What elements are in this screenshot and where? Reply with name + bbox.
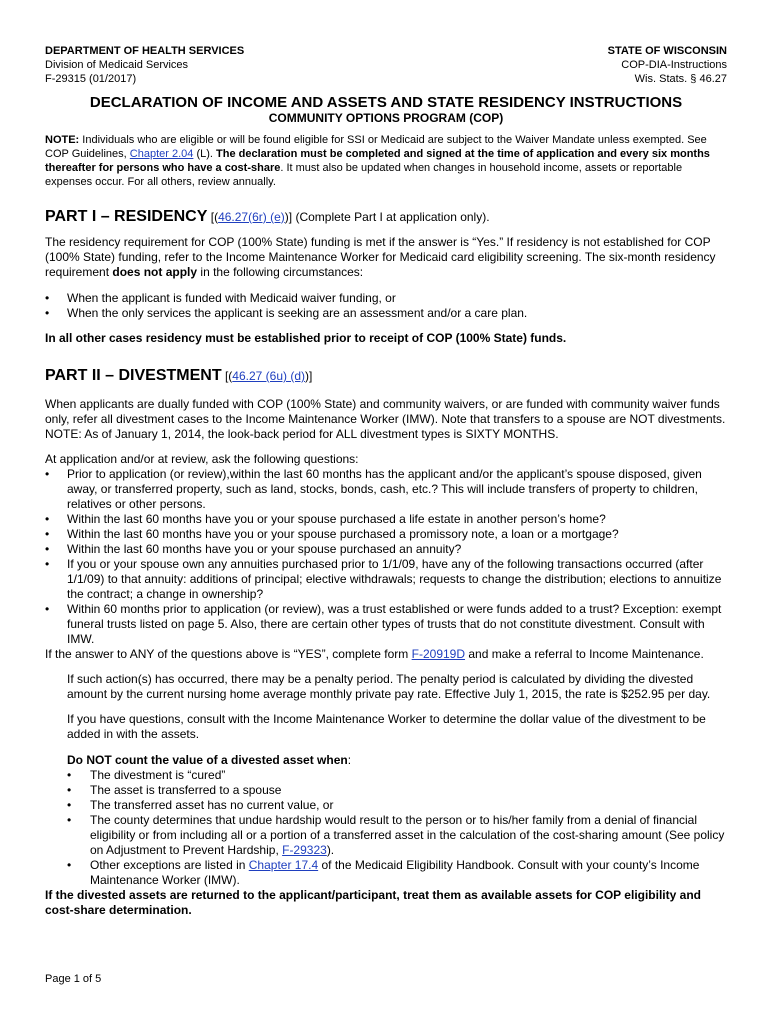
note-label: NOTE:	[45, 134, 80, 146]
other-exceptions-text: Other exceptions are listed in	[90, 858, 249, 872]
note-bold-text: The declaration must be completed and signed at the time of application and every six months thereafter for persons who have a cost-share	[45, 148, 710, 174]
residency-exceptions-list	[45, 291, 727, 321]
document-page	[45, 44, 727, 918]
list-item: • Prior to application (or review),within the last 60 months has the applicant and/or the applicant’s spouse disposed, given away, or transferred property, such as land, stocks, bonds, cash, etc.? This will include transfers of property to children, relatives or other persons.	[45, 467, 727, 512]
part2-heading-text: PART II – DIVESTMENT	[45, 367, 222, 384]
list-item: • The divestment is “cured”	[67, 768, 727, 783]
list-item: • When the applicant is funded with Medicaid waiver funding, or	[45, 291, 727, 306]
residency-text: in the following circumstances:	[197, 265, 364, 279]
other-exceptions-text: of the Medicaid Eligibility Handbook. Consult with your county’s Income Maintenance Worker (IMW).	[90, 858, 700, 887]
list-item: • The transferred asset has no current value, or	[67, 798, 727, 813]
form-code: COP-DIA-Instructions	[621, 59, 727, 71]
hardship-text: The county determines that undue hardship would result to the person or to his/her family from a denial of financial eligibility or from including all or a portion of a transferred asset in the calculation of the cost-sharing amount (See policy on Adjustment to Prevent Hardship,	[90, 813, 725, 857]
part1-ref-note: (Complete Part I at application only).	[292, 210, 490, 224]
residency-bold-text: does not apply	[112, 265, 198, 279]
do-not-count-heading	[67, 753, 727, 768]
list-item: • If you or your spouse own any annuities purchased prior to 1/1/09, have any of the following transactions occurred (after 1/1/09) to that annuity: additions of principal; elective withdrawals; requests to change the distribution; elections to annuitize the contract; a change in ownership?	[45, 557, 727, 602]
part1-heading	[45, 207, 727, 227]
division-name: Division of Medicaid Services	[45, 59, 189, 71]
document-header	[45, 44, 727, 86]
list-item: • Within the last 60 months have you or your spouse purchased a promissory note, a loan or a mortgage?	[45, 527, 727, 542]
note-text: Individuals who are eligible or will be found eligible for SSI or Medicaid are subject to the Waiver Mandate unless exempted. See COP Guidelines,	[45, 134, 707, 160]
residency-closing: In all other cases residency must be established prior to receipt of COP (100% State) funds.	[45, 331, 567, 345]
penalty-paragraph: If such action(s) has occurred, there may be a penalty period. The penalty period is calculated by dividing the divested amount by the current nursing home average monthly private pay rate. Effective July 1, 2015, the rate is $252.95 per day.	[67, 672, 711, 701]
questions-intro: At application and/or at review, ask the following questions:	[45, 452, 359, 466]
document-title: DECLARATION OF INCOME AND ASSETS AND STATE RESIDENCY INSTRUCTIONS	[89, 94, 683, 111]
ref-bracket: [(	[207, 210, 219, 224]
list-item: • Within the last 60 months have you or your spouse purchased a life estate in another person’s home?	[45, 512, 727, 527]
divestment-questions-list	[45, 467, 727, 647]
form-number: F-29315 (01/2017)	[45, 73, 137, 85]
do-not-count-colon: :	[347, 753, 352, 767]
do-not-count-bold: Do NOT count the value of a divested asset when	[67, 753, 348, 767]
list-item: • The asset is transferred to a spouse	[67, 783, 727, 798]
form-f-29323-link[interactable]: F-29323	[282, 843, 327, 857]
divestment-intro: When applicants are dually funded with COP (100% State) and community waivers, or are funded with community waiver funds only, refer all divestment cases to the Income Maintenance Worker (IMW). Note that transfers to a spouse are NOT divestments. NOTE: As of January 1, 2014, the look-back period for ALL divestment types is SIXTY MONTHS.	[45, 397, 726, 441]
list-item: • Within the last 60 months have you or your spouse purchased an annuity?	[45, 542, 727, 557]
document-subtitle: COMMUNITY OPTIONS PROGRAM (COP)	[268, 111, 504, 125]
note-text: (L).	[193, 148, 217, 160]
ref-bracket: )]	[304, 369, 313, 383]
header-right	[608, 44, 727, 86]
ref-bracket: )]	[284, 210, 293, 224]
divestment-closing: If the divested assets are returned to the applicant/participant, treat them as available assets for COP eligibility and cost-share determination.	[45, 888, 701, 917]
note-paragraph	[45, 133, 727, 189]
page-number: Page 1 of 5	[45, 973, 102, 985]
chapter-2-04-link[interactable]: Chapter 2.04	[129, 148, 194, 160]
list-item	[67, 813, 727, 858]
ref-bracket: [(	[221, 369, 233, 383]
statute-46-27-6r-link[interactable]: 46.27(6r) (e)	[218, 210, 285, 224]
part1-heading-text: PART I – RESIDENCY	[45, 208, 208, 225]
yes-answer-text: and make a referral to Income Maintenance.	[465, 647, 704, 661]
residency-paragraph	[45, 235, 727, 280]
yes-answer-paragraph	[45, 647, 727, 662]
list-item	[67, 858, 727, 888]
statute-reference: Wis. Stats. § 46.27	[634, 73, 727, 85]
list-item: • Within 60 months prior to application (or review), was a trust established or were funds added to a trust? Exception: exempt funeral trusts listed on page 5. Also, there are certain other types of trusts that do not constitute divestment. Consult with IMW.	[45, 602, 727, 647]
consult-paragraph: If you have questions, consult with the Income Maintenance Worker to determine the dollar value of the divestment to be added in with the assets.	[67, 712, 706, 741]
part2-heading	[45, 366, 727, 386]
do-not-count-list	[67, 768, 727, 888]
department-name: DEPARTMENT OF HEALTH SERVICES	[45, 45, 245, 57]
residency-text: The residency requirement for COP (100% State) funding is met if the answer is “Yes.” If residency is not established for COP (100% State) funding, refer to the Income Maintenance Worker for Medicaid card eligibility screening. The six-month residency requirement	[45, 235, 716, 279]
header-left	[45, 44, 244, 86]
chapter-17-4-link[interactable]: Chapter 17.4	[248, 858, 319, 872]
hardship-text: ).	[326, 843, 335, 857]
form-f-20919d-link[interactable]: F-20919D	[411, 647, 466, 661]
note-text: . It must also be updated when changes in household income, assets or reportable expenses occur. For all others, review annually.	[45, 162, 683, 188]
statute-46-27-6u-link[interactable]: 46.27 (6u) (d)	[232, 369, 305, 383]
state-name: STATE OF WISCONSIN	[607, 45, 727, 57]
list-item: • When the only services the applicant is seeking are an assessment and/or a care plan.	[45, 306, 727, 321]
yes-answer-text: If the answer to ANY of the questions above is “YES”, complete form	[45, 647, 412, 661]
